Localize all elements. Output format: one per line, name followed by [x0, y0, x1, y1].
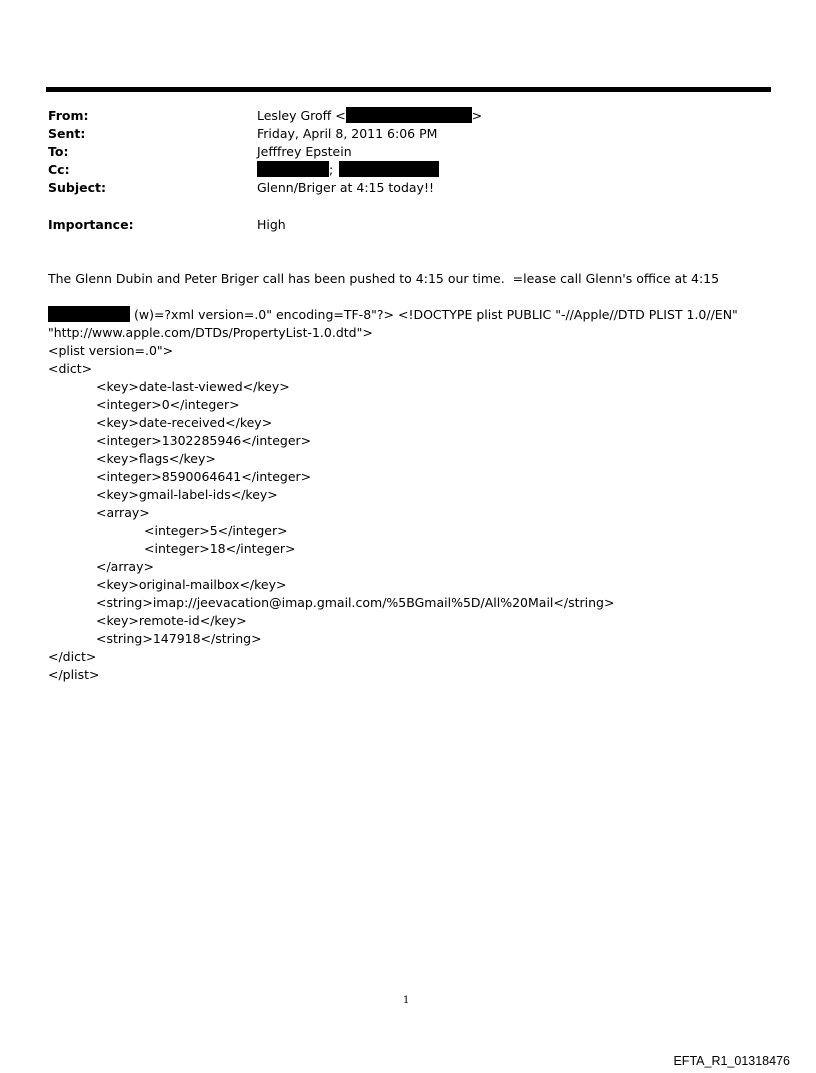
- cc-label: Cc:: [48, 162, 70, 177]
- sent-row: [48, 125, 768, 143]
- from-row: [48, 107, 768, 125]
- sent-label: Sent:: [48, 126, 86, 141]
- redaction-block: [346, 107, 472, 123]
- xml-line: "http://www.apple.com/DTDs/PropertyList-1.0.dtd">: [48, 325, 373, 340]
- xml-line: <dict>: [48, 361, 93, 376]
- from-value: [257, 107, 482, 125]
- xml-line: </array>: [96, 559, 154, 574]
- xml-first-line: [48, 306, 738, 324]
- redaction-block: [257, 161, 329, 177]
- xml-line: <integer>8590064641</integer>: [96, 469, 312, 484]
- from-label: From:: [48, 108, 89, 123]
- xml-line: <integer>0</integer>: [96, 397, 240, 412]
- to-value: Jefffrey Epstein: [257, 144, 352, 159]
- to-label: To:: [48, 144, 69, 159]
- subject-label: Subject:: [48, 180, 106, 195]
- header-rule: [46, 87, 771, 92]
- xml-line: <key>date-last-viewed</key>: [96, 379, 290, 394]
- redaction-block: [48, 306, 130, 322]
- cc-value: [257, 161, 439, 179]
- to-row: [48, 143, 768, 161]
- xml-line: <key>original-mailbox</key>: [96, 577, 287, 592]
- sent-value: Friday, April 8, 2011 6:06 PM: [257, 126, 438, 141]
- xml-line: <integer>5</integer>: [144, 523, 288, 538]
- document-id: EFTA_R1_01318476: [673, 1054, 790, 1068]
- xml-line: <array>: [96, 505, 150, 520]
- importance-value: High: [257, 217, 286, 232]
- xml-line: <integer>18</integer>: [144, 541, 296, 556]
- xml-line: <string>147918</string>: [96, 631, 262, 646]
- page-number: 1: [403, 995, 410, 1006]
- subject-row: [48, 179, 768, 197]
- cc-separator: ;: [329, 162, 334, 177]
- xml-line: <key>gmail-label-ids</key>: [96, 487, 278, 502]
- xml-line: <key>remote-id</key>: [96, 613, 247, 628]
- from-name: Lesley Groff <: [257, 108, 346, 123]
- redaction-block: [339, 161, 439, 177]
- xml-line: <key>date-received</key>: [96, 415, 273, 430]
- xml-line: </dict>: [48, 649, 97, 664]
- xml-line: <key>flags</key>: [96, 451, 216, 466]
- cc-row: [48, 161, 768, 179]
- message-text: The Glenn Dubin and Peter Briger call has been pushed to 4:15 our time. =lease call Glenn's office at 4:15: [48, 271, 720, 286]
- xml-line: <string>imap://jeevacation@imap.gmail.com/%5BGmail%5D/All%20Mail</string>: [96, 595, 615, 610]
- subject-value: Glenn/Briger at 4:15 today!!: [257, 180, 434, 195]
- importance-row: [48, 216, 768, 234]
- xml-line: <integer>1302285946</integer>: [96, 433, 312, 448]
- importance-label: Importance:: [48, 217, 134, 232]
- xml-line: </plist>: [48, 667, 100, 682]
- xml-line: <plist version=.0">: [48, 343, 174, 358]
- xml-first-text: (w)=?xml version=.0" encoding=TF-8"?> <!DOCTYPE plist PUBLIC "-//Apple//DTD PLIST 1.0//EN": [130, 307, 738, 322]
- from-close: >: [471, 108, 483, 123]
